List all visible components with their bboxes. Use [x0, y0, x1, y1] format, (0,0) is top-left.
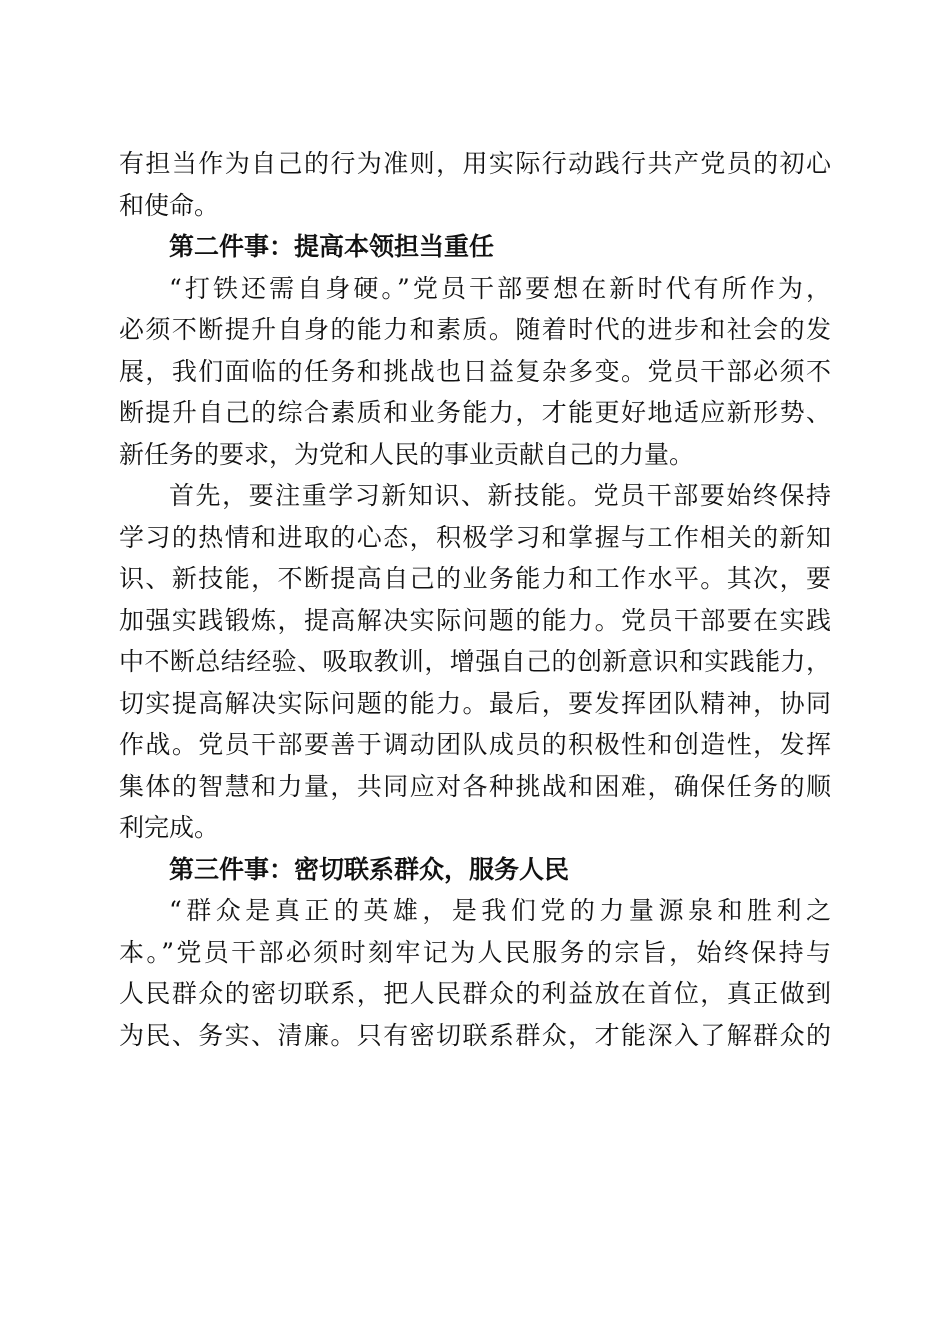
text-line: 识、新技能，不断提高自己的业务能力和工作水平。其次，要 — [119, 564, 831, 593]
text-line: 和使命。 — [119, 190, 220, 220]
text-line: 为民、务实、清廉。只有密切联系群众，才能深入了解群众的 — [119, 1020, 831, 1050]
text-line: 首先，要注重学习新知识、新技能。党员干部要始终保持 — [169, 481, 831, 510]
text-line: 集体的智慧和力量，共同应对各种挑战和困难，确保任务的顺 — [119, 771, 831, 801]
text-line: 必须不断提升自身的能力和素质。随着时代的进步和社会的发 — [119, 315, 831, 344]
text-line: 展，我们面临的任务和挑战也日益复杂多变。党员干部必须不 — [119, 356, 831, 386]
text-line: “群众是真正的英雄，是我们党的力量源泉和胜利之 — [169, 896, 831, 925]
text-line: 有担当作为自己的行为准则，用实际行动践行共产党员的初心 — [119, 149, 831, 178]
text-line: 本。”党员干部必须时刻牢记为人民服务的宗旨，始终保持与 — [119, 937, 831, 967]
section-heading-2: 第二件事：提高本领担当重任 — [169, 232, 495, 261]
text-line: 新任务的要求，为党和人民的事业贡献自己的力量。 — [119, 439, 695, 469]
text-line: 切实提高解决实际问题的能力。最后，要发挥团队精神，协同 — [119, 688, 831, 718]
text-line: 断提升自己的综合素质和业务能力，才能更好地适应新形势、 — [119, 398, 831, 427]
text-line: “打铁还需自身硬。”党员干部要想在新时代有所作为， — [169, 273, 831, 303]
text-line: 学习的热情和进取的心态，积极学习和掌握与工作相关的新知 — [119, 522, 831, 552]
text-line: 加强实践锻炼，提高解决实际问题的能力。党员干部要在实践 — [119, 605, 831, 635]
text-line: 人民群众的密切联系，把人民群众的利益放在首位，真正做到 — [119, 979, 831, 1008]
section-heading-3: 第三件事：密切联系群众，服务人民 — [169, 854, 570, 884]
text-line: 中不断总结经验、吸取教训，增强自己的创新意识和实践能力， — [119, 647, 831, 676]
text-line: 利完成。 — [119, 813, 220, 842]
document-body — [119, 143, 831, 1056]
text-line: 作战。党员干部要善于调动团队成员的积极性和创造性，发挥 — [119, 730, 831, 759]
